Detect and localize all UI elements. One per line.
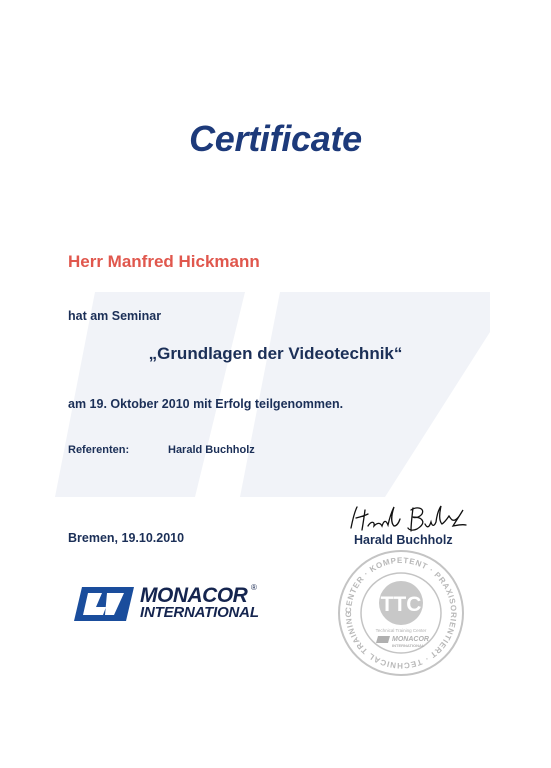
ttc-seal-stamp bbox=[336, 548, 466, 678]
handwritten-signature bbox=[345, 502, 470, 536]
logo-subtitle: INTERNATIONAL bbox=[140, 604, 259, 621]
participation-text: am 19. Oktober 2010 mit Erfolg teilgenommen. bbox=[68, 397, 344, 411]
logo-wordmark: MONACOR bbox=[140, 584, 248, 607]
certificate-title: Certificate bbox=[189, 118, 362, 159]
seminar-intro-text: hat am Seminar bbox=[68, 309, 162, 323]
referents-label: Referenten: bbox=[68, 444, 130, 456]
svg-text:INTERNATIONAL: INTERNATIONAL bbox=[392, 643, 425, 648]
monacor-logo bbox=[74, 583, 264, 623]
recipient-name: Herr Manfred Hickmann bbox=[68, 252, 260, 271]
monacor-logo-mark-icon bbox=[74, 587, 136, 621]
svg-text:TTC: TTC bbox=[380, 593, 422, 616]
svg-text:MONACOR: MONACOR bbox=[392, 636, 429, 643]
referents-name: Harald Buchholz bbox=[168, 444, 255, 456]
seminar-title: „Grundlagen der Videotechnik“ bbox=[148, 344, 403, 363]
svg-text:CENTER · KOMPETENT · PRAXISORI: CENTER · KOMPETENT · PRAXISORIENTIERT · TECHNICAL TRAINING bbox=[343, 555, 459, 671]
svg-text:Technical Training Center: Technical Training Center bbox=[375, 628, 427, 633]
registered-mark: ® bbox=[251, 583, 257, 592]
place-and-date: Bremen, 19.10.2010 bbox=[68, 531, 185, 545]
signer-name: Harald Buchholz bbox=[354, 533, 453, 547]
